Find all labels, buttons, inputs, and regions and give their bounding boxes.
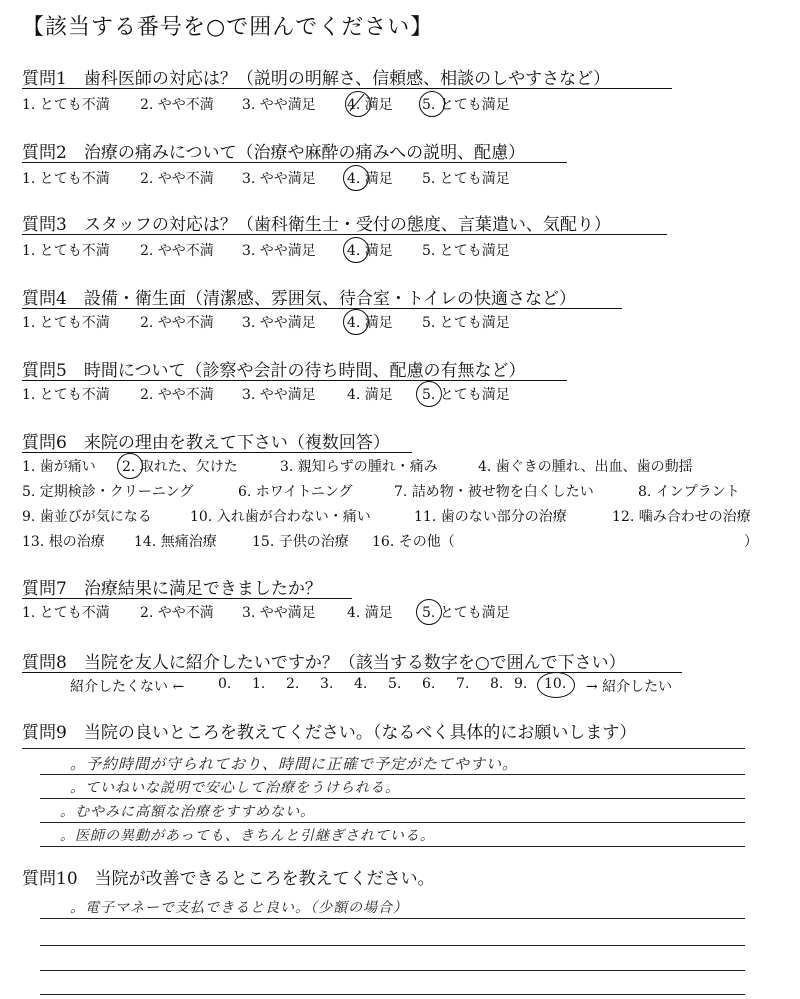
option-4[interactable]: 4. 満足: [347, 387, 393, 403]
reason-option-other[interactable]: 16. その他（: [372, 534, 455, 550]
answer-line: [40, 798, 745, 799]
question-4-underline: [22, 308, 622, 309]
selected-answer-circle: [416, 381, 442, 407]
option-1[interactable]: 1. とても不満: [22, 387, 110, 403]
scale-left-label: 紹介したくない ←: [70, 679, 185, 695]
handwritten-answer: 。予約時間が守られており、時間に正確で予定がたてやすい。: [70, 755, 519, 773]
selected-answer-circle: [419, 91, 445, 117]
scale-option[interactable]: 6.: [422, 676, 436, 692]
option-2[interactable]: 2. やや不満: [140, 243, 214, 259]
question-1-options: [22, 94, 582, 114]
reason-option[interactable]: 10. 入れ歯が合わない・痛い: [190, 509, 371, 525]
reason-option[interactable]: 12. 噛み合わせの治療: [612, 509, 751, 525]
scale-option[interactable]: 3.: [320, 676, 334, 692]
reason-option[interactable]: 6. ホワイトニング: [238, 484, 353, 500]
option-4[interactable]: 4. 満足: [347, 315, 393, 331]
answer-line: [40, 970, 745, 971]
option-3[interactable]: 3. やや満足: [242, 97, 316, 113]
cancelled-answer-circle: [345, 91, 371, 117]
selected-answer-circle: [343, 309, 369, 335]
selected-answer-circle: [343, 237, 369, 263]
question-5-underline: [22, 380, 567, 381]
option-1[interactable]: 1. とても不満: [22, 315, 110, 331]
handwritten-answer: 。むやみに高額な治療をすすめない。: [60, 804, 316, 820]
option-2[interactable]: 2. やや不満: [140, 171, 214, 187]
scale-option[interactable]: 7.: [456, 676, 470, 692]
option-2[interactable]: 2. やや不満: [140, 315, 214, 331]
option-3[interactable]: 3. やや満足: [242, 243, 316, 259]
question-4-title: 質問4 設備・衛生面（清潔感、雰囲気、待合室・トイレの快適さなど）: [22, 289, 576, 309]
selected-answer-circle: [537, 672, 575, 698]
option-4[interactable]: 4. 満足: [347, 605, 393, 621]
question-5-options: [22, 384, 582, 404]
question-8-scale: [70, 676, 710, 696]
scale-right-label: → 紹介したい: [586, 679, 673, 695]
option-3[interactable]: 3. やや満足: [242, 315, 316, 331]
answer-line: [40, 918, 745, 919]
answer-line: [40, 945, 745, 946]
reason-option[interactable]: 5. 定期検診・クリーニング: [22, 484, 194, 500]
answer-line: [40, 846, 745, 847]
handwritten-answer: 。電子マネーで支払できると良い。（少額の場合）: [70, 900, 408, 916]
handwritten-answer: 。ていねいな説明で安心して治療をうけられる。: [70, 780, 400, 796]
selected-answer-circle: [343, 165, 369, 191]
question-6-title: 質問6 来院の理由を教えて下さい（複数回答）: [22, 433, 390, 453]
option-5[interactable]: 5. とても満足: [422, 243, 510, 259]
answer-line: [40, 994, 745, 995]
question-9-title: 質問9 当院の良いところを教えてください。（なるべく具体的にお願いします）: [22, 723, 637, 743]
reason-option[interactable]: 13. 根の治療: [22, 534, 105, 550]
option-1[interactable]: 1. とても不満: [22, 605, 110, 621]
question-10-title: 質問10 当院が改善できるところを教えてください。: [22, 869, 435, 889]
scale-option[interactable]: 10.: [544, 676, 567, 692]
option-5[interactable]: 5. とても満足: [422, 605, 510, 621]
question-8-underline: [22, 672, 682, 673]
question-2-title: 質問2 治療の痛みについて（治療や麻酔の痛みへの説明、配慮）: [22, 143, 526, 163]
scale-option[interactable]: 9.: [514, 676, 528, 692]
option-5[interactable]: 5. とても満足: [422, 171, 510, 187]
scale-option[interactable]: 2.: [286, 676, 300, 692]
option-5[interactable]: 5. とても満足: [422, 387, 510, 403]
answer-line: [40, 822, 745, 823]
answer-line: [40, 774, 745, 775]
option-5[interactable]: 5. とても満足: [422, 97, 510, 113]
option-1[interactable]: 1. とても不満: [22, 171, 110, 187]
reason-option[interactable]: 4. 歯ぐきの腫れ、出血、歯の動揺: [478, 459, 693, 475]
reason-option[interactable]: 1. 歯が痛い: [22, 459, 96, 475]
reason-option[interactable]: 9. 歯並びが気になる: [22, 509, 152, 525]
scale-option[interactable]: 4.: [354, 676, 368, 692]
option-4[interactable]: 4. 満足: [347, 171, 393, 187]
question-1-title: 質問1 歯科医師の対応は？（説明の明解さ、信頼感、相談のしやすさなど）: [22, 69, 611, 89]
scale-option[interactable]: 0.: [218, 676, 232, 692]
reason-option[interactable]: 15. 子供の治療: [252, 534, 349, 550]
question-4-options: [22, 312, 582, 332]
option-4[interactable]: 4. 満足: [347, 97, 393, 113]
question-8-title: 質問8 当院を友人に紹介したいですか？（該当する数字を○で囲んで下さい）: [22, 653, 626, 673]
reason-option[interactable]: 11. 歯のない部分の治療: [414, 509, 567, 525]
question-7-options: [22, 602, 582, 622]
option-5[interactable]: 5. とても満足: [422, 315, 510, 331]
question-6-underline: [22, 452, 412, 453]
option-3[interactable]: 3. やや満足: [242, 605, 316, 621]
selected-answer-circle: [416, 599, 442, 625]
question-2-options: [22, 168, 582, 188]
question-7-title: 質問7 治療結果に満足できましたか？: [22, 579, 322, 599]
option-3[interactable]: 3. やや満足: [242, 387, 316, 403]
question-3-underline: [22, 234, 667, 235]
question-3-title: 質問3 スタッフの対応は？（歯科衛生士・受付の態度、言葉遣い、気配り）: [22, 215, 611, 235]
scale-option[interactable]: 8.: [490, 676, 504, 692]
scale-option[interactable]: 1.: [252, 676, 266, 692]
question-3-options: [22, 240, 582, 260]
reason-option[interactable]: 8. インプラント: [638, 484, 740, 500]
selected-answer-circle: [117, 453, 143, 479]
option-2[interactable]: 2. やや不満: [140, 97, 214, 113]
option-1[interactable]: 1. とても不満: [22, 243, 110, 259]
question-5-title: 質問5 時間について（診察や会計の待ち時間、配慮の有無など）: [22, 361, 526, 381]
option-2[interactable]: 2. やや不満: [140, 387, 214, 403]
reason-option[interactable]: 7. 詰め物・被せ物を白くしたい: [394, 484, 594, 500]
question-7-underline: [22, 598, 352, 599]
reason-option[interactable]: 14. 無痛治療: [134, 534, 217, 550]
scale-option[interactable]: 5.: [388, 676, 402, 692]
option-4[interactable]: 4. 満足: [347, 243, 393, 259]
question-1-underline: [22, 88, 672, 89]
option-3[interactable]: 3. やや満足: [242, 171, 316, 187]
option-2[interactable]: 2. やや不満: [140, 605, 214, 621]
question-2-underline: [22, 162, 567, 163]
other-close-paren: ）: [744, 534, 758, 550]
survey-title: 【該当する番号を○で囲んでください】: [22, 15, 434, 40]
reason-option[interactable]: 3. 親知らずの腫れ・痛み: [280, 459, 438, 475]
handwritten-answer: 。医師の異動があっても、きちんと引継ぎされている。: [60, 828, 435, 844]
answer-line: [22, 748, 745, 749]
reason-option[interactable]: 2. 取れた、欠けた: [122, 459, 238, 475]
option-1[interactable]: 1. とても不満: [22, 97, 110, 113]
